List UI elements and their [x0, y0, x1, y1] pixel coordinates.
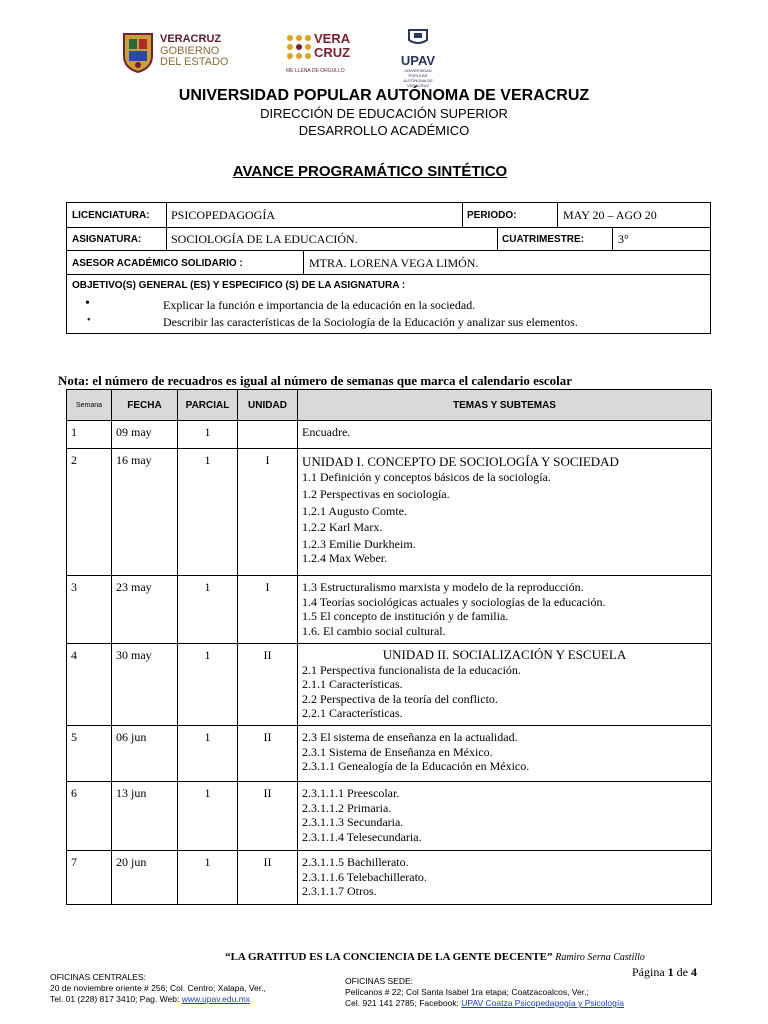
upav-logo-sub2: AUTÓNOMA DE VERACRUZ: [403, 78, 433, 88]
gobierno-veracruz-logo: [120, 30, 240, 76]
document-title: AVANCE PROGRAMÁTICO SINTÉTICO: [232, 163, 508, 180]
gov-logo-line1: VERACRUZ: [160, 33, 222, 45]
topic-line: 1.2 Perspectivas en sociología.: [302, 487, 450, 501]
cell-semana: 5: [67, 726, 112, 782]
page-label: Página: [632, 965, 665, 979]
cell-temas: [298, 782, 712, 851]
schedule-table: [66, 389, 712, 905]
table-header-row: [67, 390, 712, 421]
topic-line: 1.6. El cambio social cultural.: [302, 623, 446, 638]
cell-temas: [298, 726, 712, 782]
header-semana: Semana: [67, 390, 112, 421]
objetivo-item: Explicar la función e importancia de la educación en la sociedad.: [163, 298, 476, 312]
topic-line: 1.5 El concepto de institución y de familia.: [302, 609, 509, 623]
bullet-icon: •: [87, 315, 91, 326]
bullet-icon: •: [85, 296, 90, 311]
cell-temas: [298, 851, 712, 905]
central-phone: Tel. 01 (228) 817 3410; Pag. Web:: [50, 994, 180, 1004]
topic-line: 2.1.1 Características.: [302, 677, 403, 691]
topic-line: 2.1 Perspectiva funcionalista de la educación.: [302, 662, 521, 677]
cell-parcial: 1: [178, 449, 238, 576]
objetivos-label: OBJETIVO(S) GENERAL (ES) Y ESPECIFICO (S) DE LA ASIGNATURA :: [72, 280, 406, 291]
topic-line: 1.2.4 Max Weber.: [302, 551, 388, 565]
central-title: OFICINAS CENTRALES:: [50, 972, 146, 982]
topic-line: 2.2 Perspectiva de la teoría del conflicto.: [302, 691, 498, 706]
sede-title: OFICINAS SEDE:: [345, 976, 414, 986]
topic-line: 2.3.1.1.6 Telebachillerato.: [302, 869, 427, 884]
asignatura-label: ASIGNATURA:: [72, 234, 142, 245]
topic-line: 2.3.1.1.4 Telesecundaria.: [302, 829, 422, 844]
table-row: [67, 421, 712, 449]
upav-logo-name: UPAV: [400, 53, 436, 68]
cell-parcial: 1: [178, 851, 238, 905]
topic-line: 2.3.1.1 Genealogía de la Educación en México.: [302, 759, 530, 773]
page-current: 1: [667, 965, 674, 979]
cell-temas: [298, 644, 712, 726]
licenciatura-label: LICENCIATURA:: [72, 210, 150, 221]
cell-unidad: [238, 421, 298, 449]
cell-semana: 2: [67, 449, 112, 576]
veracruz-logo-line1: VERA: [314, 31, 351, 46]
course-info-box: [66, 202, 711, 334]
cell-temas: [298, 449, 712, 576]
veracruz-pattern-icon: [286, 34, 312, 60]
topic-line: 1.3 Estructuralismo marxista y modelo de la reproducción.: [302, 580, 584, 594]
table-row: [67, 449, 712, 576]
cell-semana: 3: [67, 576, 112, 644]
cell-temas: [298, 576, 712, 644]
topic-line: 2.3.1.1.5 Bachillerato.: [302, 855, 409, 869]
central-address: 20 de noviembre oriente # 256; Col. Centro; Xalapa, Ver.,: [50, 983, 266, 993]
topic-line: 1.2.1 Augusto Comte.: [302, 503, 408, 518]
sede-offices: [345, 976, 624, 1009]
topic-line: 2.3.1.1.3 Secundaria.: [302, 815, 404, 829]
cell-temas: [298, 421, 712, 449]
cell-semana: 4: [67, 644, 112, 726]
cell-unidad: II: [238, 782, 298, 851]
cell-semana: 6: [67, 782, 112, 851]
topic-line: 1.2.3 Emilie Durkheim.: [302, 536, 416, 551]
direction-title: DIRECCIÓN DE EDUCACIÓN SUPERIOR: [260, 106, 508, 121]
asignatura-value: SOCIOLOGÍA DE LA EDUCACIÓN.: [171, 232, 358, 246]
veracruz-logo-slogan: ME LLENA DE ORGULLO: [286, 68, 345, 74]
header-unidad: UNIDAD: [238, 390, 298, 421]
cell-fecha: 20 jun: [112, 851, 178, 905]
central-offices: [50, 972, 266, 1005]
table-row: [67, 851, 712, 905]
cell-fecha: 06 jun: [112, 726, 178, 782]
page-of: de: [676, 965, 688, 979]
sede-address: Pelícanos # 22; Col Santa Isabel 1ra etapa; Coatzacoalcos, Ver.;: [345, 987, 589, 997]
asesor-label: ASESOR ACADÉMICO SOLIDARIO :: [72, 258, 243, 269]
cell-unidad: II: [238, 726, 298, 782]
table-row: [67, 576, 712, 644]
gov-logo-line3: DEL ESTADO: [160, 56, 229, 69]
table-row: [67, 644, 712, 726]
topic-line: 2.3.1 Sistema de Enseñanza en México.: [302, 744, 493, 759]
sede-phone: Cel. 921 141 2785; Facebook:: [345, 998, 459, 1008]
page-number: [632, 965, 697, 980]
cell-parcial: 1: [178, 576, 238, 644]
central-website-link[interactable]: www.upav.edu.mx: [181, 994, 251, 1004]
cell-semana: 7: [67, 851, 112, 905]
asesor-value: MTRA. LORENA VEGA LIMÓN.: [309, 256, 479, 270]
table-row: [67, 726, 712, 782]
cell-fecha: 09 may: [112, 421, 178, 449]
upav-emblem-icon: [407, 28, 429, 46]
cell-parcial: 1: [178, 726, 238, 782]
cell-fecha: 13 jun: [112, 782, 178, 851]
department-title: DESARROLLO ACADÉMICO: [298, 123, 470, 138]
topic-line: 2.3 El sistema de enseñanza en la actualidad.: [302, 730, 518, 744]
topic-line: 1.1 Definición y conceptos básicos de la sociología.: [302, 469, 551, 484]
cuatrimestre-label: CUATRIMESTRE:: [502, 234, 585, 245]
topic-line: 2.3.1.1.1 Preescolar.: [302, 786, 400, 800]
upav-logo-sub1: UNIVERSIDAD POPULAR: [404, 68, 432, 78]
quote-text: “LA GRATITUD ES LA CONCIENCIA DE LA GENTE DECENTE”: [225, 951, 553, 963]
topic-line: 2.3.1.1.7 Otros.: [302, 884, 377, 898]
veracruz-orgullo-logo: [286, 32, 356, 78]
topic-line: 2.2.1 Características.: [302, 706, 403, 720]
periodo-value: MAY 20 – AGO 20: [563, 208, 657, 222]
cell-fecha: 30 may: [112, 644, 178, 726]
cell-fecha: 16 may: [112, 449, 178, 576]
cell-unidad: II: [238, 644, 298, 726]
topic-line: 1.2.2 Karl Marx.: [302, 520, 383, 534]
footer-quote: [0, 951, 768, 963]
page-total: 4: [691, 965, 697, 979]
cell-parcial: 1: [178, 782, 238, 851]
header-parcial: PARCIAL: [178, 390, 238, 421]
cuatrimestre-value: 3°: [618, 232, 629, 246]
cell-parcial: 1: [178, 644, 238, 726]
university-title: UNIVERSIDAD POPULAR AUTÓNOMA DE VERACRUZ: [178, 87, 590, 104]
cell-parcial: 1: [178, 421, 238, 449]
header-fecha: FECHA: [112, 390, 178, 421]
cell-fecha: 23 may: [112, 576, 178, 644]
topic-line: 2.3.1.1.2 Primaria.: [302, 800, 392, 815]
cell-unidad: I: [238, 449, 298, 576]
sede-facebook-link[interactable]: UPAV Coatza Psicopedagogía y Psicología: [461, 998, 624, 1008]
cell-semana: 1: [67, 421, 112, 449]
veracruz-logo-line2: CRUZ: [314, 45, 351, 60]
unit-heading: UNIDAD II. SOCIALIZACIÓN Y ESCUELA: [382, 647, 627, 662]
table-row: [67, 782, 712, 851]
topic-line: Encuadre.: [302, 425, 351, 439]
unit-heading: UNIDAD I. CONCEPTO DE SOCIOLOGÍA Y SOCIEDAD: [302, 454, 619, 469]
header-temas: TEMAS Y SUBTEMAS: [298, 390, 712, 421]
objetivo-item: Describir las características de la Sociología de la Educación y analizar sus elementos.: [163, 315, 578, 329]
topic-line: 1.4 Teorías sociológicas actuales y sociologías de la educación.: [302, 594, 606, 609]
cell-unidad: I: [238, 576, 298, 644]
gov-logo-line2: GOBIERNO: [160, 44, 220, 57]
periodo-label: PERIODO:: [467, 210, 517, 221]
upav-logo: [396, 28, 440, 88]
note-text: Nota: el número de recuadros es igual al número de semanas que marca el calendario escolar: [58, 373, 573, 388]
cell-unidad: II: [238, 851, 298, 905]
quote-author: Ramiro Serna Castillo: [555, 952, 645, 963]
licenciatura-value: PSICOPEDAGOGÍA: [171, 208, 276, 222]
veracruz-crest-icon: [120, 30, 156, 74]
